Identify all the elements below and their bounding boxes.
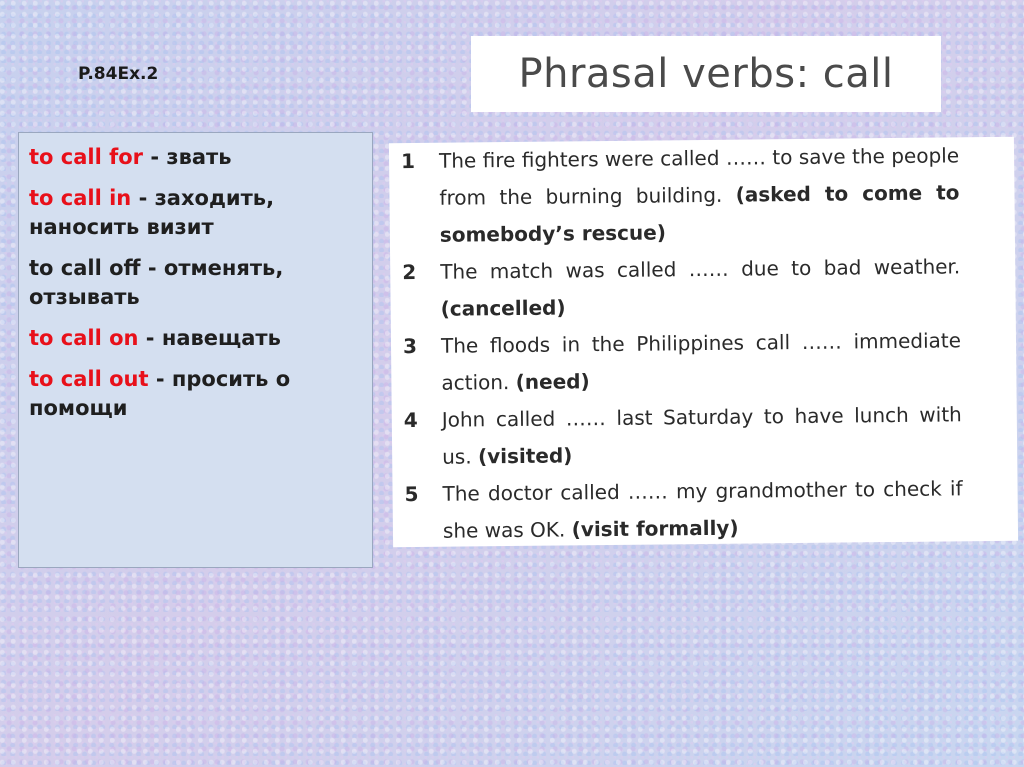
vocab-separator: - (138, 326, 162, 350)
vocab-separator: - (148, 367, 172, 391)
vocab-separator: - (143, 145, 167, 169)
sentence-hint: (visit formally) (571, 515, 739, 542)
exercise-item (402, 248, 1016, 328)
vocab-term: to call in (29, 186, 132, 210)
exercise-item (404, 470, 1018, 550)
vocab-translation: заходить, наносить визит (29, 186, 275, 239)
exercise-sentence (440, 248, 961, 327)
exercise-sentence (442, 396, 963, 475)
sentence-text: John called …… last Saturday to have lunch with us. (441, 402, 962, 469)
vocab-entry (29, 184, 364, 242)
vocab-entry (29, 143, 364, 172)
exercise-item (404, 396, 1018, 476)
sentence-text: The fire fighters were called …… to save the people from the burning building. (438, 143, 960, 210)
exercise-number: 4 (403, 407, 418, 433)
vocab-translation: отменять, отзывать (29, 256, 284, 309)
vocab-term: to call off (29, 256, 141, 280)
exercise-sentence (441, 322, 962, 401)
sentence-text: The match was called …… due to bad weather. (440, 254, 961, 284)
exercise-sentence (439, 137, 960, 253)
sentence-hint: (visited) (477, 443, 573, 469)
page-title: Phrasal verbs: call (518, 51, 894, 97)
vocab-entry (29, 365, 364, 423)
vocab-entry (29, 324, 364, 353)
vocab-term: to call out (29, 367, 149, 391)
exercise-number: 5 (404, 481, 419, 507)
exercise-number: 1 (400, 149, 416, 174)
vocab-translation: навещать (161, 326, 281, 350)
vocab-translation: звать (166, 145, 232, 169)
exercise-number: 2 (402, 260, 417, 285)
vocab-separator: - (140, 256, 164, 280)
vocab-separator: - (131, 186, 155, 210)
title-banner (471, 36, 941, 112)
exercise-number: 3 (402, 334, 418, 359)
sentence-text: The floods in the Philippines call …… immediate action. (440, 328, 962, 395)
exercise-sentence (442, 470, 963, 549)
exercise-reference: P.84Ex.2 (78, 64, 159, 84)
exercise-item (403, 322, 1017, 402)
vocab-entry (29, 254, 364, 312)
sentence-hint: (asked to come to somebody’s rescue) (439, 180, 960, 247)
vocab-term: to call for (29, 145, 144, 169)
exercise-panel (389, 137, 1018, 548)
sentence-hint: (cancelled) (440, 295, 566, 321)
vocab-translation: просить о помощи (29, 367, 291, 420)
vocab-term: to call on (29, 326, 139, 350)
sentence-text: The doctor called …… my grandmother to check if she was OK. (442, 476, 963, 543)
sentence-hint: (need) (515, 369, 590, 394)
vocabulary-panel (18, 132, 373, 568)
exercise-item (401, 137, 1015, 254)
